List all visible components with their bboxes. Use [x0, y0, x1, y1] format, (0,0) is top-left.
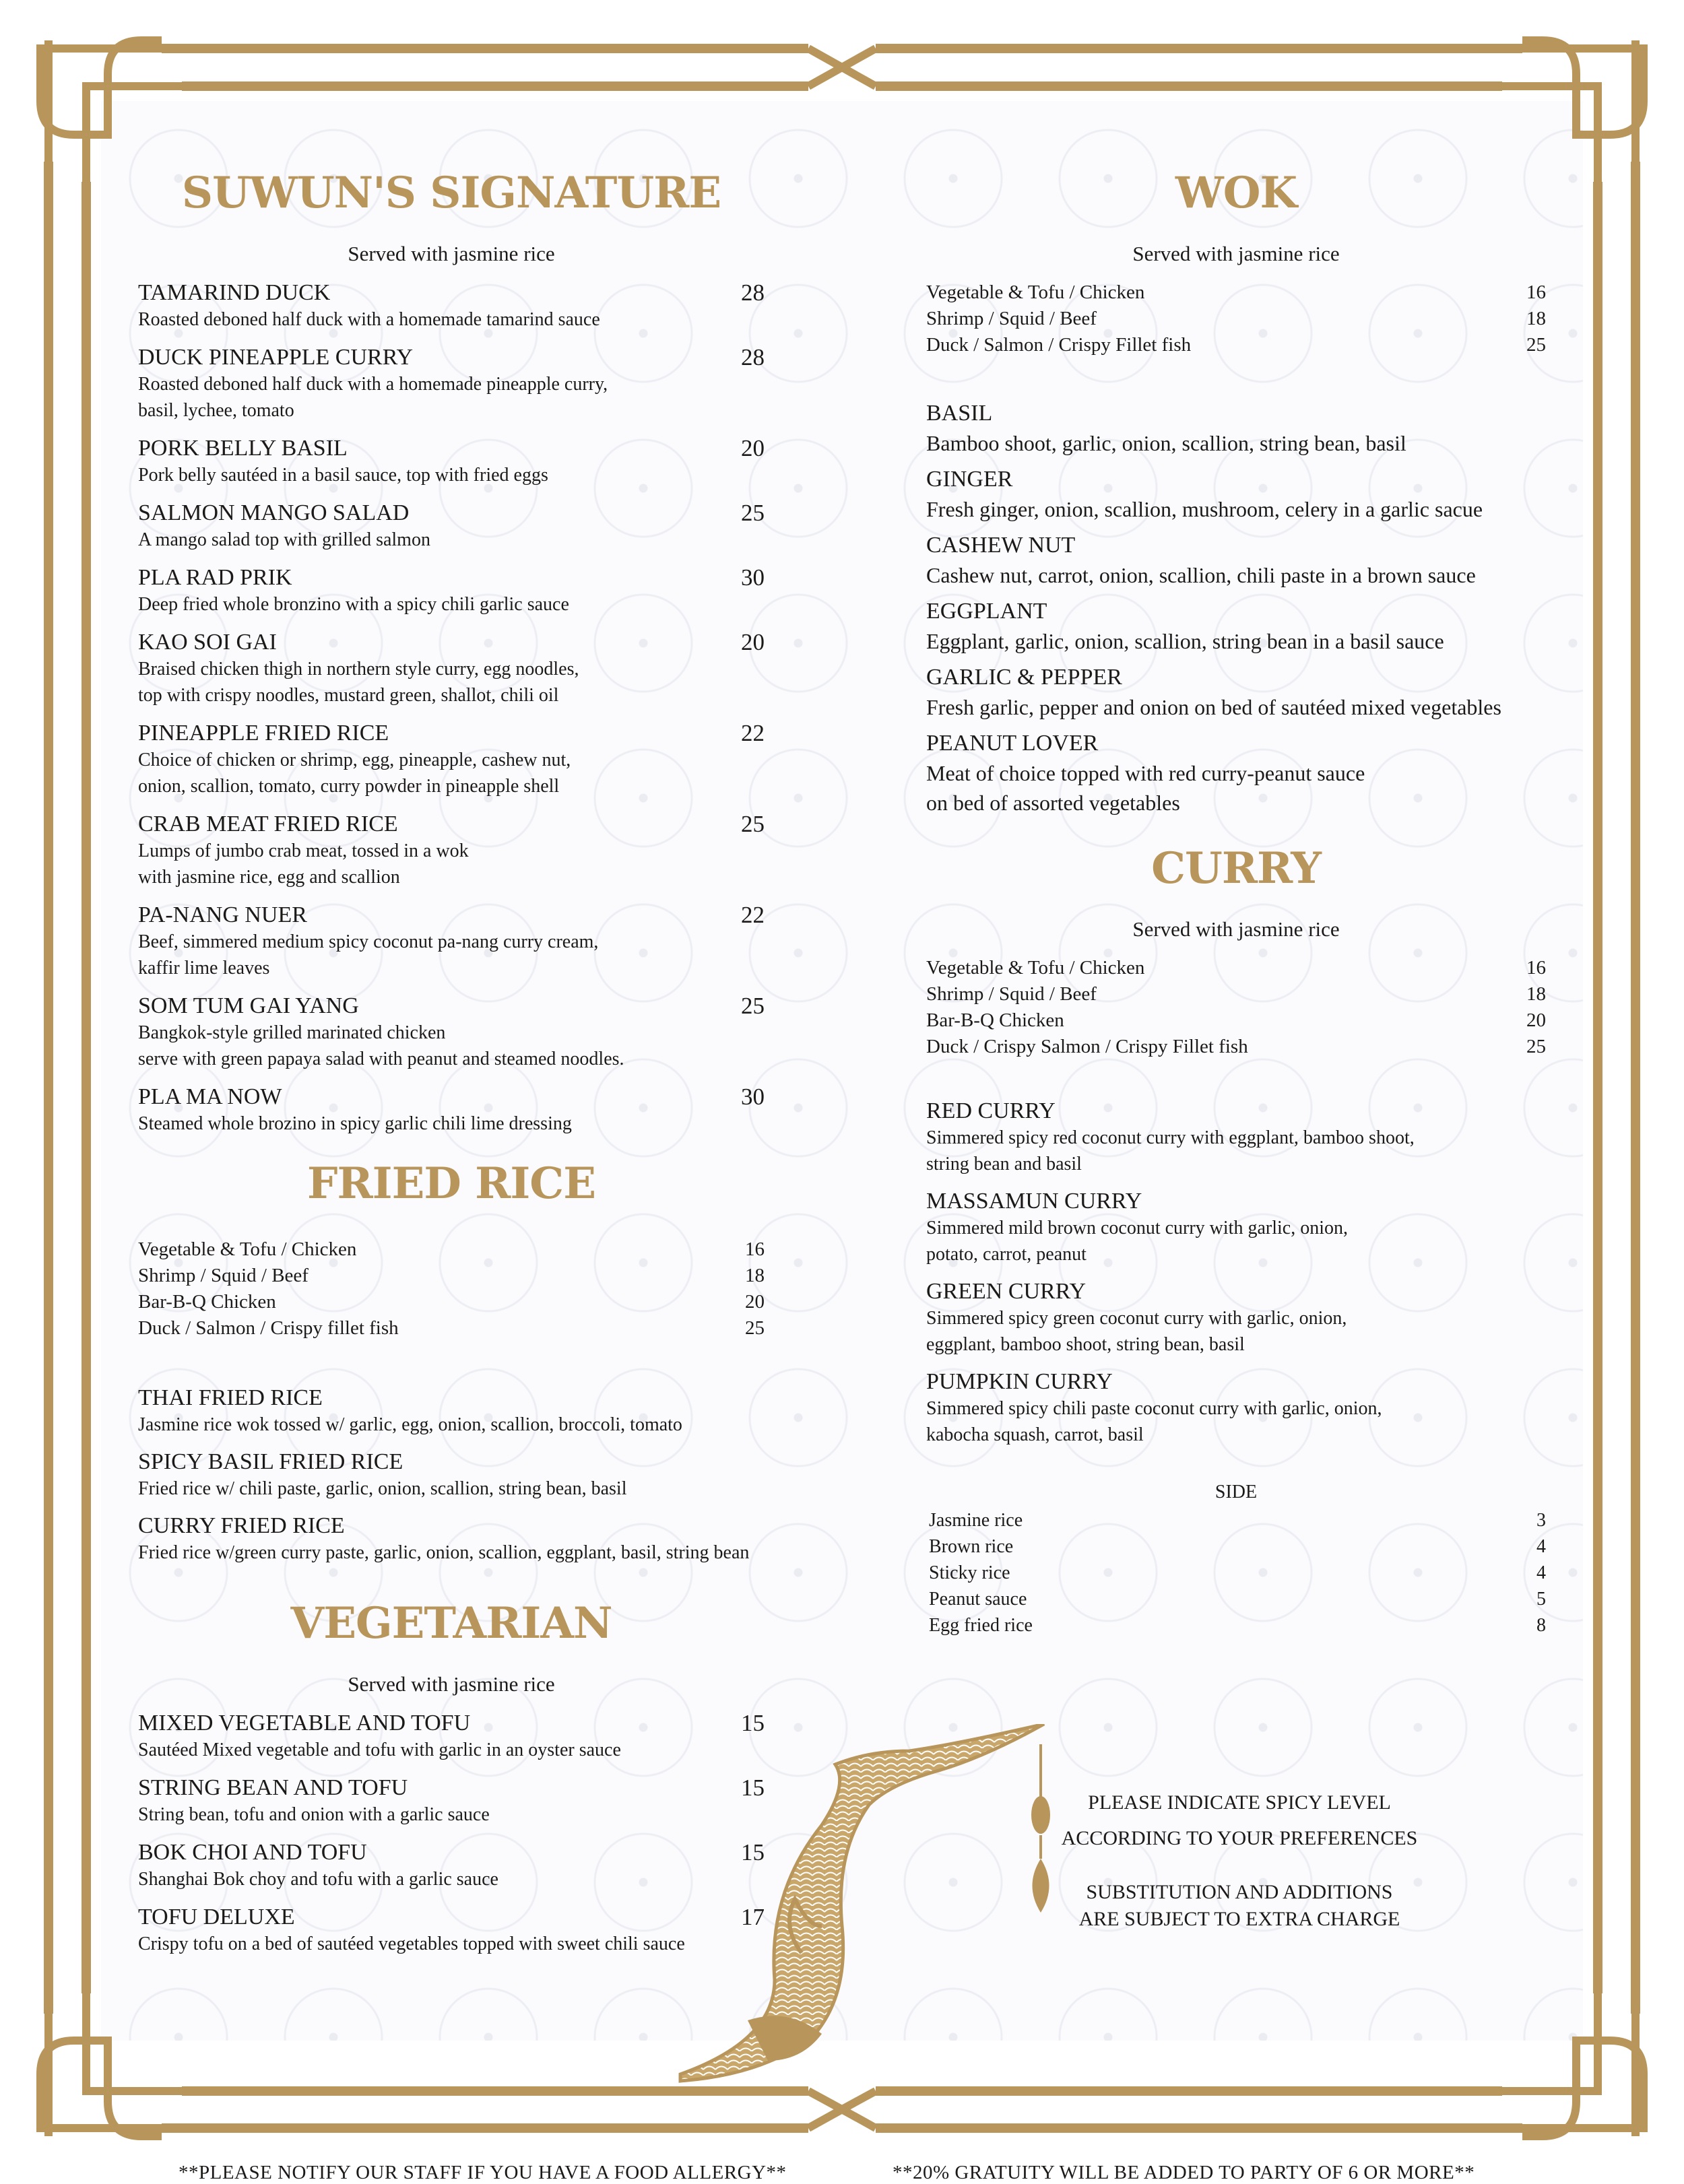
price-row	[929, 1612, 1546, 1639]
menu-item	[138, 1385, 765, 1438]
menu-item	[138, 629, 765, 708]
item-price: 30	[741, 564, 765, 591]
price-row	[926, 279, 1546, 306]
item-name: BASIL	[926, 401, 993, 426]
item-price: 25	[741, 811, 765, 837]
item-name: MIXED VEGETABLE AND TOFU	[138, 1711, 471, 1735]
item-name: TAMARIND DUCK	[138, 280, 331, 305]
item-description: String bean, tofu and onion with a garlic sauce	[138, 1804, 490, 1825]
item-price: 30	[741, 1084, 765, 1110]
item-name: GREEN CURRY	[926, 1279, 1087, 1304]
price-row-value: 16	[745, 1238, 765, 1260]
price-row-label: Duck / Salmon / Crispy fillet fish	[138, 1317, 399, 1339]
menu-item	[138, 564, 765, 618]
item-name: SALMON MANGO SALAD	[138, 500, 410, 525]
item-name: CASHEW NUT	[926, 533, 1076, 558]
item-price: 20	[741, 629, 765, 655]
item-name: BOK CHOI AND TOFU	[138, 1840, 367, 1865]
curry-price-list	[926, 955, 1546, 1060]
item-name: DUCK PINEAPPLE CURRY	[138, 345, 414, 370]
left-column	[138, 168, 765, 1968]
item-price: 25	[741, 993, 765, 1019]
price-row-label: Peanut sauce	[929, 1589, 1027, 1610]
item-description: Fried rice w/ chili paste, garlic, onion, scallion, string bean, basil	[138, 1478, 627, 1499]
item-description: Jasmine rice wok tossed w/ garlic, egg, onion, scallion, broccoli, tomato	[138, 1414, 682, 1435]
fried-rice-items	[138, 1385, 765, 1566]
item-price: 28	[741, 279, 765, 306]
signature-list	[138, 279, 765, 1137]
wok-title: WOK	[1175, 168, 1297, 218]
item-description: Fresh ginger, onion, scallion, mushroom, celery in a garlic sacue	[926, 497, 1483, 521]
price-row-label: Vegetable & Tofu / Chicken	[926, 957, 1145, 979]
menu-item	[138, 435, 765, 488]
item-description: Simmered spicy green coconut curry with garlic, onion,	[926, 1308, 1347, 1329]
item-description: basil, lychee, tomato	[138, 400, 294, 421]
item-price: 25	[741, 500, 765, 526]
price-row	[929, 1560, 1546, 1586]
item-description: kabocha squash, carrot, basil	[926, 1424, 1144, 1445]
item-description: Bangkok-style grilled marinated chicken	[138, 1022, 446, 1043]
price-row-value: 25	[1526, 334, 1546, 356]
item-price: 22	[741, 720, 765, 746]
item-name: SOM TUM GAI YANG	[138, 993, 359, 1018]
price-row	[926, 306, 1546, 332]
item-name: GARLIC & PEPPER	[926, 665, 1122, 690]
item-price: 15	[741, 1775, 765, 1801]
menu-item	[926, 1188, 1546, 1267]
spicy-note-line-2: ACCORDING TO YOUR PREFERENCES	[1061, 1827, 1418, 1849]
menu-item	[138, 720, 765, 799]
item-description: A mango salad top with grilled salmon	[138, 529, 430, 550]
price-row-value: 3	[1536, 1510, 1546, 1531]
price-row-value: 5	[1536, 1589, 1546, 1610]
menu-item	[926, 1368, 1546, 1448]
item-name: PINEAPPLE FRIED RICE	[138, 721, 389, 746]
menu-item	[926, 1098, 1546, 1177]
price-row	[926, 332, 1546, 358]
item-name: PLA MA NOW	[138, 1084, 282, 1109]
right-column	[926, 168, 1546, 1639]
item-description: on bed of assorted vegetables	[926, 791, 1180, 815]
item-name: MASSAMUN CURRY	[926, 1189, 1142, 1214]
price-row-value: 20	[1526, 1010, 1546, 1031]
item-description: with jasmine rice, egg and scallion	[138, 867, 400, 888]
price-row-label: Shrimp / Squid / Beef	[926, 308, 1097, 329]
side-section	[926, 1482, 1546, 1639]
item-description: Deep fried whole bronzino with a spicy chili garlic sauce	[138, 594, 569, 615]
item-description: Sautéed Mixed vegetable and tofu with garlic in an oyster sauce	[138, 1740, 621, 1760]
item-description: Pork belly sautéed in a basil sauce, top with fried eggs	[138, 465, 548, 486]
item-name: STRING BEAN AND TOFU	[138, 1775, 408, 1800]
price-row-label: Shrimp / Squid / Beef	[926, 983, 1097, 1005]
item-name: CURRY FRIED RICE	[138, 1513, 345, 1538]
item-description: Steamed whole brozino in spicy garlic chili lime dressing	[138, 1113, 572, 1134]
price-row-value: 18	[745, 1265, 765, 1286]
swan-boat-illustration	[667, 1724, 1071, 2088]
item-description: Simmered spicy chili paste coconut curry with garlic, onion,	[926, 1398, 1382, 1419]
item-description: potato, carrot, peanut	[926, 1244, 1087, 1265]
item-name: SPICY BASIL FRIED RICE	[138, 1449, 403, 1474]
price-row-value: 8	[1536, 1615, 1546, 1636]
item-description: Choice of chicken or shrimp, egg, pineapple, cashew nut,	[138, 750, 571, 770]
price-row	[929, 1586, 1546, 1612]
item-description: Bamboo shoot, garlic, onion, scallion, string bean, basil	[926, 431, 1406, 455]
item-name: PORK BELLY BASIL	[138, 436, 348, 461]
price-row	[926, 981, 1546, 1007]
item-description: Cashew nut, carrot, onion, scallion, chili paste in a brown sauce	[926, 563, 1476, 587]
price-row	[138, 1263, 765, 1289]
price-row-value: 25	[745, 1317, 765, 1339]
price-row-label: Brown rice	[929, 1536, 1014, 1557]
menu-item	[926, 663, 1546, 722]
vegetarian-title: VEGETARIAN	[290, 1598, 612, 1649]
item-description: Fried rice w/green curry paste, garlic, onion, scallion, eggplant, basil, string bean	[138, 1542, 750, 1563]
wok-price-list	[926, 279, 1546, 358]
item-description: Simmered mild brown coconut curry with garlic, onion,	[926, 1218, 1348, 1238]
menu-item	[926, 1278, 1546, 1358]
allergy-notice: **PLEASE NOTIFY OUR STAFF IF YOU HAVE A FOOD ALLERGY**	[179, 2162, 787, 2183]
item-description: Roasted deboned half duck with a homemade tamarind sauce	[138, 309, 600, 330]
price-row	[926, 1007, 1546, 1034]
menu-item	[138, 344, 765, 424]
item-description: kaffir lime leaves	[138, 958, 270, 979]
item-name: PUMPKIN CURRY	[926, 1369, 1113, 1394]
item-description: string bean and basil	[926, 1154, 1082, 1174]
item-name: KAO SOI GAI	[138, 630, 277, 655]
price-row-label: Duck / Salmon / Crispy Fillet fish	[926, 334, 1192, 356]
price-row-value: 18	[1526, 308, 1546, 329]
menu-item	[926, 465, 1546, 524]
item-name: PEANUT LOVER	[926, 731, 1099, 756]
substitution-note	[1051, 1879, 1428, 1933]
item-name: GINGER	[926, 467, 1013, 492]
menu-item	[138, 1449, 765, 1502]
signature-title: SUWUN'S SIGNATURE	[181, 168, 721, 218]
spicy-note-line-1: PLEASE INDICATE SPICY LEVEL	[1088, 1791, 1391, 1814]
item-name: THAI FRIED RICE	[138, 1385, 323, 1410]
item-name: CRAB MEAT FRIED RICE	[138, 812, 398, 836]
menu-item	[926, 531, 1546, 590]
price-row	[926, 955, 1546, 981]
price-row-value: 4	[1536, 1536, 1546, 1557]
fried-rice-price-list	[138, 1236, 765, 1342]
menu-item	[138, 993, 765, 1072]
menu-item	[138, 811, 765, 890]
item-name: EGGPLANT	[926, 599, 1047, 624]
spicy-level-note	[1051, 1785, 1428, 1856]
side-title: SIDE	[1215, 1482, 1258, 1502]
substitution-note-line-2: ARE SUBJECT TO EXTRA CHARGE	[1078, 1908, 1400, 1930]
menu-item	[926, 399, 1546, 458]
menu-item	[138, 902, 765, 981]
item-name: PA-NANG NUER	[138, 902, 307, 927]
wok-items	[926, 399, 1546, 818]
menu-item	[138, 1084, 765, 1137]
item-price: 20	[741, 435, 765, 461]
item-price: 15	[741, 1710, 765, 1736]
item-description: Meat of choice topped with red curry-peanut sauce	[926, 761, 1365, 785]
price-row-label: Sticky rice	[929, 1562, 1010, 1583]
vegetarian-served-note: Served with jasmine rice	[348, 1672, 555, 1696]
price-row-label: Jasmine rice	[929, 1510, 1023, 1531]
item-description: Braised chicken thigh in northern style curry, egg noodles,	[138, 659, 579, 680]
price-row	[929, 1533, 1546, 1560]
price-row-value: 4	[1536, 1562, 1546, 1583]
item-price: 28	[741, 344, 765, 370]
item-description: Crispy tofu on a bed of sautéed vegetables topped with sweet chili sauce	[138, 1933, 685, 1954]
price-row	[926, 1034, 1546, 1060]
price-row	[138, 1289, 765, 1315]
item-description: serve with green papaya salad with peanut and steamed noodles.	[138, 1049, 624, 1069]
item-description: top with crispy noodles, mustard green, shallot, chili oil	[138, 685, 559, 706]
item-description: Eggplant, garlic, onion, scallion, string bean in a basil sauce	[926, 629, 1444, 653]
item-description: Shanghai Bok choy and tofu with a garlic sauce	[138, 1869, 498, 1890]
menu-item	[926, 729, 1546, 818]
menu-item	[926, 597, 1546, 656]
wok-served-note: Served with jasmine rice	[1132, 242, 1340, 265]
curry-title: CURRY	[1151, 843, 1321, 894]
price-row-label: Vegetable & Tofu / Chicken	[926, 282, 1145, 303]
price-row-value: 16	[1526, 282, 1546, 303]
curry-served-note: Served with jasmine rice	[1132, 917, 1340, 941]
item-description: Simmered spicy red coconut curry with eggplant, bamboo shoot,	[926, 1127, 1415, 1148]
price-row-label: Bar-B-Q Chicken	[138, 1291, 276, 1313]
price-row-label: Egg fried rice	[929, 1615, 1033, 1636]
item-description: Beef, simmered medium spicy coconut pa-nang curry cream,	[138, 931, 599, 952]
item-price: 15	[741, 1839, 765, 1865]
menu-item	[138, 1513, 765, 1566]
curry-items	[926, 1098, 1546, 1448]
substitution-note-line-1: SUBSTITUTION AND ADDITIONS	[1086, 1881, 1393, 1903]
item-name: PLA RAD PRIK	[138, 565, 292, 590]
price-row-label: Shrimp / Squid / Beef	[138, 1265, 309, 1286]
side-price-list	[926, 1507, 1546, 1639]
price-row-label: Bar-B-Q Chicken	[926, 1010, 1064, 1031]
price-row-label: Vegetable & Tofu / Chicken	[138, 1238, 357, 1260]
signature-served-note: Served with jasmine rice	[348, 242, 555, 265]
item-name: RED CURRY	[926, 1098, 1056, 1123]
price-row-value: 16	[1526, 957, 1546, 979]
price-row	[138, 1236, 765, 1263]
price-row	[138, 1315, 765, 1342]
item-description: eggplant, bamboo shoot, string bean, basil	[926, 1334, 1245, 1355]
menu-item	[138, 500, 765, 553]
item-description: onion, scallion, tomato, curry powder in pineapple shell	[138, 776, 560, 797]
gratuity-notice: **20% GRATUITY WILL BE ADDED TO PARTY OF 6 OR MORE**	[893, 2162, 1475, 2183]
price-row-value: 18	[1526, 983, 1546, 1005]
item-price: 22	[741, 902, 765, 928]
item-name: TOFU DELUXE	[138, 1905, 295, 1929]
price-row	[929, 1507, 1546, 1533]
price-row-value: 20	[745, 1291, 765, 1313]
item-description: Fresh garlic, pepper and onion on bed of sautéed mixed vegetables	[926, 695, 1501, 719]
price-row-label: Duck / Crispy Salmon / Crispy Fillet fish	[926, 1036, 1248, 1057]
fried-rice-title: FRIED RICE	[307, 1158, 595, 1209]
item-price: 17	[741, 1904, 765, 1930]
item-description: Lumps of jumbo crab meat, tossed in a wok	[138, 840, 469, 861]
menu-item	[138, 279, 765, 333]
price-row-value: 25	[1526, 1036, 1546, 1057]
item-description: Roasted deboned half duck with a homemade pineapple curry,	[138, 374, 608, 395]
